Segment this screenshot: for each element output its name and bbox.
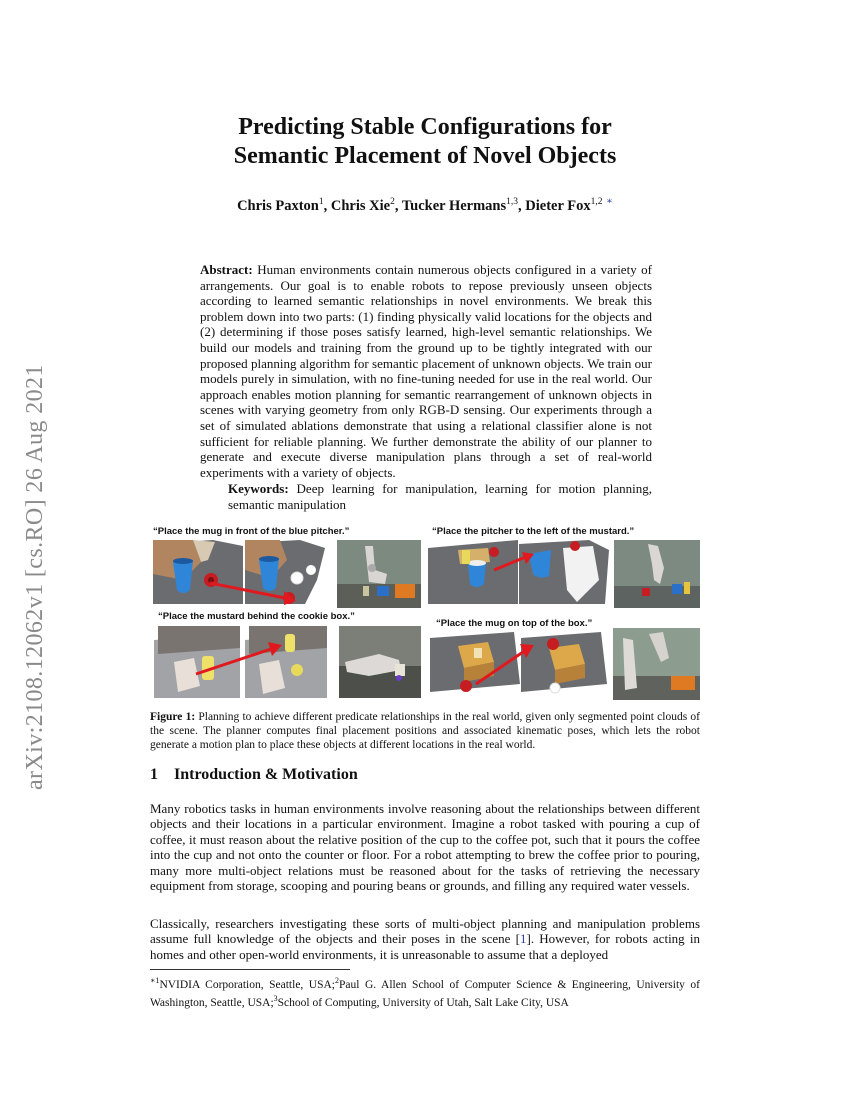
footnote-rule bbox=[150, 969, 350, 970]
placement-arrow bbox=[200, 575, 310, 610]
keywords-label: Keywords: bbox=[228, 481, 289, 496]
arxiv-stamp: arXiv:2108.12062v1 [cs.RO] 26 Aug 2021 bbox=[22, 364, 48, 790]
figure-panel-caption: “Place the pitcher to the left of the mustard.” bbox=[432, 526, 635, 537]
paragraph-text: Classically, researchers investigating these sorts of multi-object planning and manipulation problems assume full knowledge of the objects and their poses in the scene [ bbox=[150, 916, 700, 947]
figure-panel-caption: “Place the mustard behind the cookie box.” bbox=[158, 611, 355, 622]
title-line-1: Predicting Stable Configurations for bbox=[238, 114, 612, 140]
keywords bbox=[228, 481, 652, 512]
footnote bbox=[150, 974, 700, 1010]
robot-photo bbox=[614, 540, 700, 608]
author-name: Tucker Hermans bbox=[401, 197, 507, 214]
placement-arrow bbox=[490, 548, 540, 576]
paper-title bbox=[0, 113, 850, 171]
intro-paragraph-1: Many robotics tasks in human environments involve reasoning about the relationships between different objects and their locations in a particular environment. Imagine a robot tasked with pouring a cup of coffee, it must reason about the relative position of the cup to the coffee pot, such that it pours the coffee into the cup and not onto the counter or floor. For a robot attempting to brew the coffee prior to pouring, many more multi-object relations must be reasoned about for the tasks of retrieving the necessary equipment from storage, scooping and pouring beans or grounds, and filling any required water vessels. bbox=[150, 801, 700, 894]
figure-caption-text: Planning to achieve different predicate relationships in the real world, given only segmented point clouds of the scene. The planner computes final placement positions and associated kinematic poses, which lets the robot generate a motion plan to place these objects at different locations in the real world. bbox=[150, 711, 700, 751]
footnote-marker: 1 bbox=[155, 976, 160, 985]
robot-photo bbox=[613, 628, 700, 700]
author-affiliation: 1,3 bbox=[506, 197, 519, 207]
figure-caption-label: Figure 1: bbox=[150, 711, 196, 723]
intro-paragraph-2 bbox=[150, 916, 700, 962]
section-number: 1 bbox=[150, 766, 158, 783]
title-line-2: Semantic Placement of Novel Objects bbox=[233, 143, 617, 169]
citation-link[interactable]: 1 bbox=[520, 931, 527, 947]
affiliation-text: School of Computing, University of Utah, Salt Lake City, USA bbox=[277, 996, 569, 1009]
placement-arrow bbox=[190, 640, 290, 680]
footnote-star-link[interactable]: ∗ bbox=[606, 196, 613, 207]
robot-photo bbox=[337, 540, 421, 608]
author-affiliation: 1 bbox=[318, 197, 324, 207]
author-name: Chris Paxton bbox=[237, 197, 319, 214]
placement-arrow bbox=[470, 640, 540, 690]
author-name: Chris Xie bbox=[330, 197, 391, 214]
author-list: Chris Paxton$^1$, Chris Xie$^2$, Tucker Hermans$^{1,3}$, Dieter Fox$^{1,2}$ ∗ bbox=[237, 196, 613, 214]
robot-photo bbox=[339, 626, 421, 698]
figure-caption bbox=[150, 710, 700, 752]
author-name: Dieter Fox bbox=[525, 197, 591, 214]
section-title: Introduction & Motivation bbox=[174, 766, 358, 783]
abstract-label: Abstract: bbox=[200, 262, 253, 277]
footnote-marker: 3 bbox=[273, 993, 278, 1003]
keywords-text: Deep learning for manipulation, learning for motion planning, semantic manipulation bbox=[228, 481, 653, 512]
affiliation-text: Paul G. Allen School of Computer Science & Engineering, University of Washington, Seattle, USA; bbox=[150, 978, 700, 1009]
affiliation-text: NVIDIA Corporation, Seattle, USA; bbox=[159, 978, 336, 991]
abstract bbox=[200, 262, 652, 480]
figure-panel-caption: “Place the mug on top of the box.” bbox=[436, 618, 593, 629]
paragraph-text: ]. However, for robots acting in homes and other open-world environments, it is unreasonable to assume that a deployed bbox=[150, 931, 700, 962]
author-affiliation: 1,2 bbox=[590, 197, 603, 207]
footnote-marker: 2 bbox=[335, 976, 340, 985]
abstract-text: Human environments contain numerous objects configured in a variety of arrangements. Our goal is to enable robots to repose previously unseen objects according to learned semantic relationships in novel environments. We break this problem down into two parts: (1) finding physically valid locations for the objects and (2) determining if those poses satisfy learned, high-level semantic relationships. We build our models and training from the ground up to be tightly integrated with our proposed planning algorithm for semantic placement of unknown objects. We train our models purely in simulation, with no fine-tuning needed for use in the real world. Our approach enables motion planning for semantic rearrangement of unknown objects in scenes with varying geometry from only RGB-D sensing. Our experiments through a set of simulated ablations demonstrate that using a relational classifier alone is not sufficient for reliable planning. We further demonstrate the ability of our planner to generate and execute diverse manipulation plans through a set of real-world experiments with a variety of objects. bbox=[200, 262, 652, 480]
footnote-marker: ∗ bbox=[150, 976, 156, 985]
author-affiliation: 2 bbox=[390, 197, 395, 207]
section-heading bbox=[150, 766, 358, 784]
figure-panel-caption: “Place the mug in front of the blue pitcher.” bbox=[153, 526, 350, 537]
